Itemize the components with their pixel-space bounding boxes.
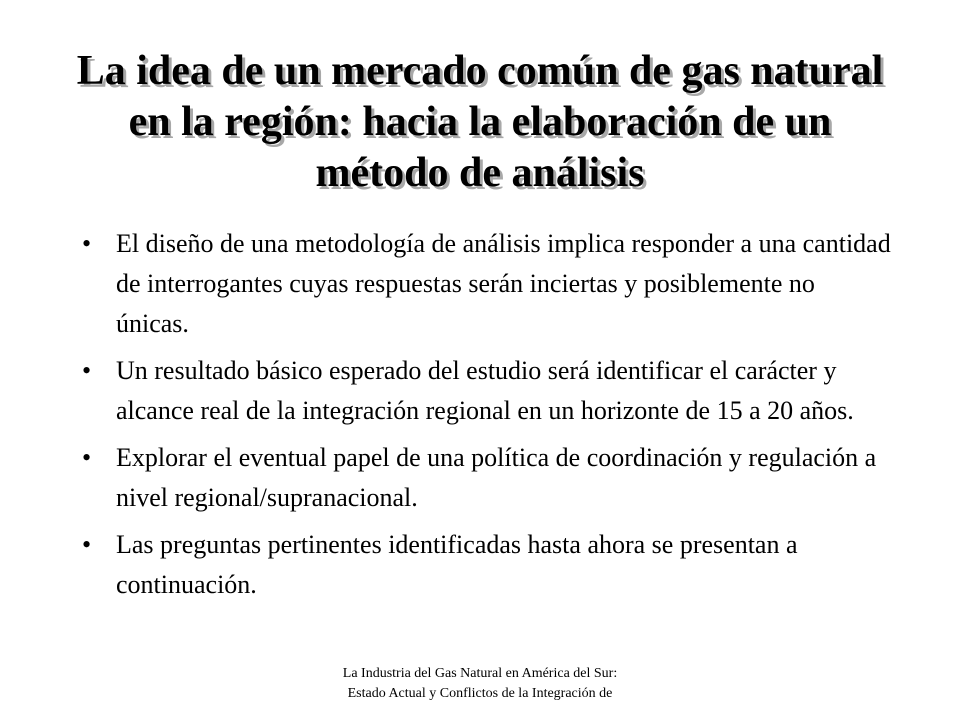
bullet-marker: •: [82, 356, 92, 385]
bullet-text: Un resultado básico esperado del estudio será identificar el carácter y alcance real de la integración regional en un horizonte de 15 a 20 años.: [116, 356, 854, 425]
bullet-item: [82, 525, 892, 605]
bullet-marker: •: [82, 530, 92, 559]
bullet-item: [82, 351, 892, 431]
footer-note: La Industria del Gas Natural en América del Sur: Estado Actual y Conflictos de la Integración de: [342, 666, 618, 701]
bullet-text: El diseño de una metodología de análisis implica responder a una cantidad de interrogantes cuyas respuestas serán inciertas y posiblemente no únicas.: [116, 229, 891, 338]
bullet-item: [82, 438, 892, 518]
bullet-text: Explorar el eventual papel de una política de coordinación y regulación a nivel regional/supranacional.: [116, 443, 877, 512]
bullet-marker: •: [82, 443, 92, 472]
bullet-list: [82, 224, 892, 612]
bullet-text: Las preguntas pertinentes identificadas hasta ahora se presentan a continuación.: [116, 530, 798, 599]
slide-title: La idea de un mercado común de gas natural en la región: hacia la elaboración de un método de análisis: [76, 48, 884, 196]
bullet-marker: •: [82, 229, 92, 258]
bullet-item: [82, 224, 892, 344]
